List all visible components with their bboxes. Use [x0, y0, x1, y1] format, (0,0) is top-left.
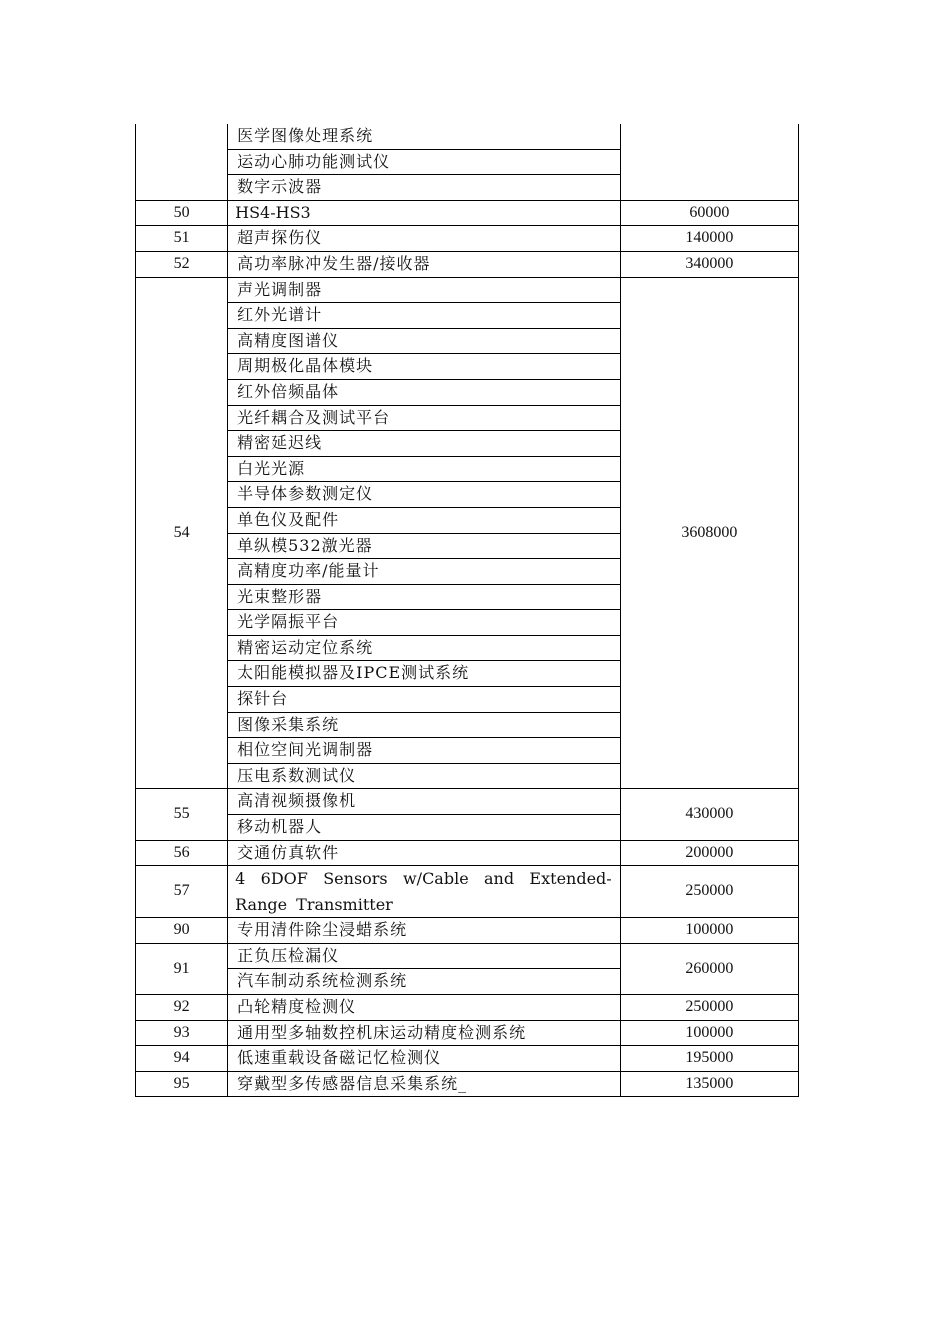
amount-cell: 260000 [620, 943, 798, 994]
equipment-name-cell: 太阳能模拟器及IPCE测试系统 [228, 661, 621, 687]
equipment-name-cell: 红外光谱计 [228, 303, 621, 329]
table-row [136, 124, 799, 149]
equipment-name-cell: 光纤耦合及测试平台 [228, 405, 621, 431]
equipment-name-cell: 高清视频摄像机 [228, 789, 621, 815]
table-row [136, 789, 799, 815]
amount-cell: 140000 [620, 226, 798, 252]
amount-cell: 430000 [620, 789, 798, 840]
equipment-name-cell: 凸轮精度检测仪 [228, 995, 621, 1021]
amount-cell: 3608000 [620, 277, 798, 789]
equipment-name-cell: 周期极化晶体模块 [228, 354, 621, 380]
equipment-name-cell: 单纵模532激光器 [228, 533, 621, 559]
row-number-cell: 56 [136, 840, 228, 866]
equipment-name-cell: 专用清件除尘浸蜡系统 [228, 918, 621, 944]
row-number-cell: 93 [136, 1020, 228, 1046]
table-row [136, 1020, 799, 1046]
equipment-name-cell: 通用型多轴数控机床运动精度检测系统 [228, 1020, 621, 1046]
equipment-name-cell: 探针台 [228, 687, 621, 713]
equipment-name-cell: 移动机器人 [228, 815, 621, 841]
amount-cell: 340000 [620, 251, 798, 277]
amount-cell [620, 124, 798, 200]
equipment-name-cell: 高精度图谱仪 [228, 328, 621, 354]
equipment-name-cell: 超声探伤仪 [228, 226, 621, 252]
row-number-cell: 95 [136, 1071, 228, 1097]
row-number-cell: 50 [136, 200, 228, 226]
table-row [136, 866, 799, 918]
table-row [136, 995, 799, 1021]
row-number-cell: 90 [136, 918, 228, 944]
equipment-name-cell: 精密延迟线 [228, 431, 621, 457]
amount-cell: 195000 [620, 1046, 798, 1072]
equipment-name-cell: 白光光源 [228, 456, 621, 482]
amount-cell: 250000 [620, 866, 798, 918]
table-row [136, 277, 799, 303]
row-number-cell: 52 [136, 251, 228, 277]
equipment-name-cell: 低速重载设备磁记忆检测仪 [228, 1046, 621, 1072]
amount-cell: 200000 [620, 840, 798, 866]
equipment-name-cell: 半导体参数测定仪 [228, 482, 621, 508]
equipment-name-cell: 单色仪及配件 [228, 507, 621, 533]
table-row [136, 943, 799, 969]
table-row [136, 918, 799, 944]
equipment-name-cell: 穿戴型多传感器信息采集系统_ [228, 1071, 621, 1097]
equipment-name-cell: 汽车制动系统检测系统 [228, 969, 621, 995]
amount-cell: 100000 [620, 918, 798, 944]
equipment-name-cell: HS4-HS3 [228, 200, 621, 226]
equipment-table [135, 124, 799, 1097]
equipment-name-cell: 精密运动定位系统 [228, 635, 621, 661]
equipment-name-cell: 相位空间光调制器 [228, 738, 621, 764]
row-number-cell: 51 [136, 226, 228, 252]
table-row [136, 226, 799, 252]
table-body [136, 124, 799, 1097]
equipment-name-cell: 光学隔振平台 [228, 610, 621, 636]
equipment-name-cell: 正负压检漏仪 [228, 943, 621, 969]
row-number-cell: 57 [136, 866, 228, 918]
amount-cell: 60000 [620, 200, 798, 226]
equipment-name-cell: 4 6DOF Sensors w/Cable and Extended-Range Transmitter [228, 866, 621, 918]
equipment-name-cell: 高功率脉冲发生器/接收器 [228, 251, 621, 277]
table-row [136, 840, 799, 866]
amount-cell: 100000 [620, 1020, 798, 1046]
equipment-name-cell: 交通仿真软件 [228, 840, 621, 866]
row-number-cell: 94 [136, 1046, 228, 1072]
table-row [136, 200, 799, 226]
equipment-name-cell: 医学图像处理系统 [228, 124, 621, 149]
equipment-name-cell: 运动心肺功能测试仪 [228, 149, 621, 175]
row-number-cell: 91 [136, 943, 228, 994]
amount-cell: 135000 [620, 1071, 798, 1097]
equipment-name-cell: 红外倍频晶体 [228, 379, 621, 405]
row-number-cell: 54 [136, 277, 228, 789]
equipment-name-cell: 光束整形器 [228, 584, 621, 610]
amount-cell: 250000 [620, 995, 798, 1021]
equipment-name-cell: 声光调制器 [228, 277, 621, 303]
equipment-name-cell: 高精度功率/能量计 [228, 559, 621, 585]
equipment-name-cell: 压电系数测试仪 [228, 763, 621, 789]
equipment-name-cell: 图像采集系统 [228, 712, 621, 738]
equipment-name-cell: 数字示波器 [228, 175, 621, 201]
table-row [136, 1071, 799, 1097]
row-number-cell: 55 [136, 789, 228, 840]
row-number-cell [136, 124, 228, 200]
row-number-cell: 92 [136, 995, 228, 1021]
table-row [136, 1046, 799, 1072]
table-row [136, 251, 799, 277]
